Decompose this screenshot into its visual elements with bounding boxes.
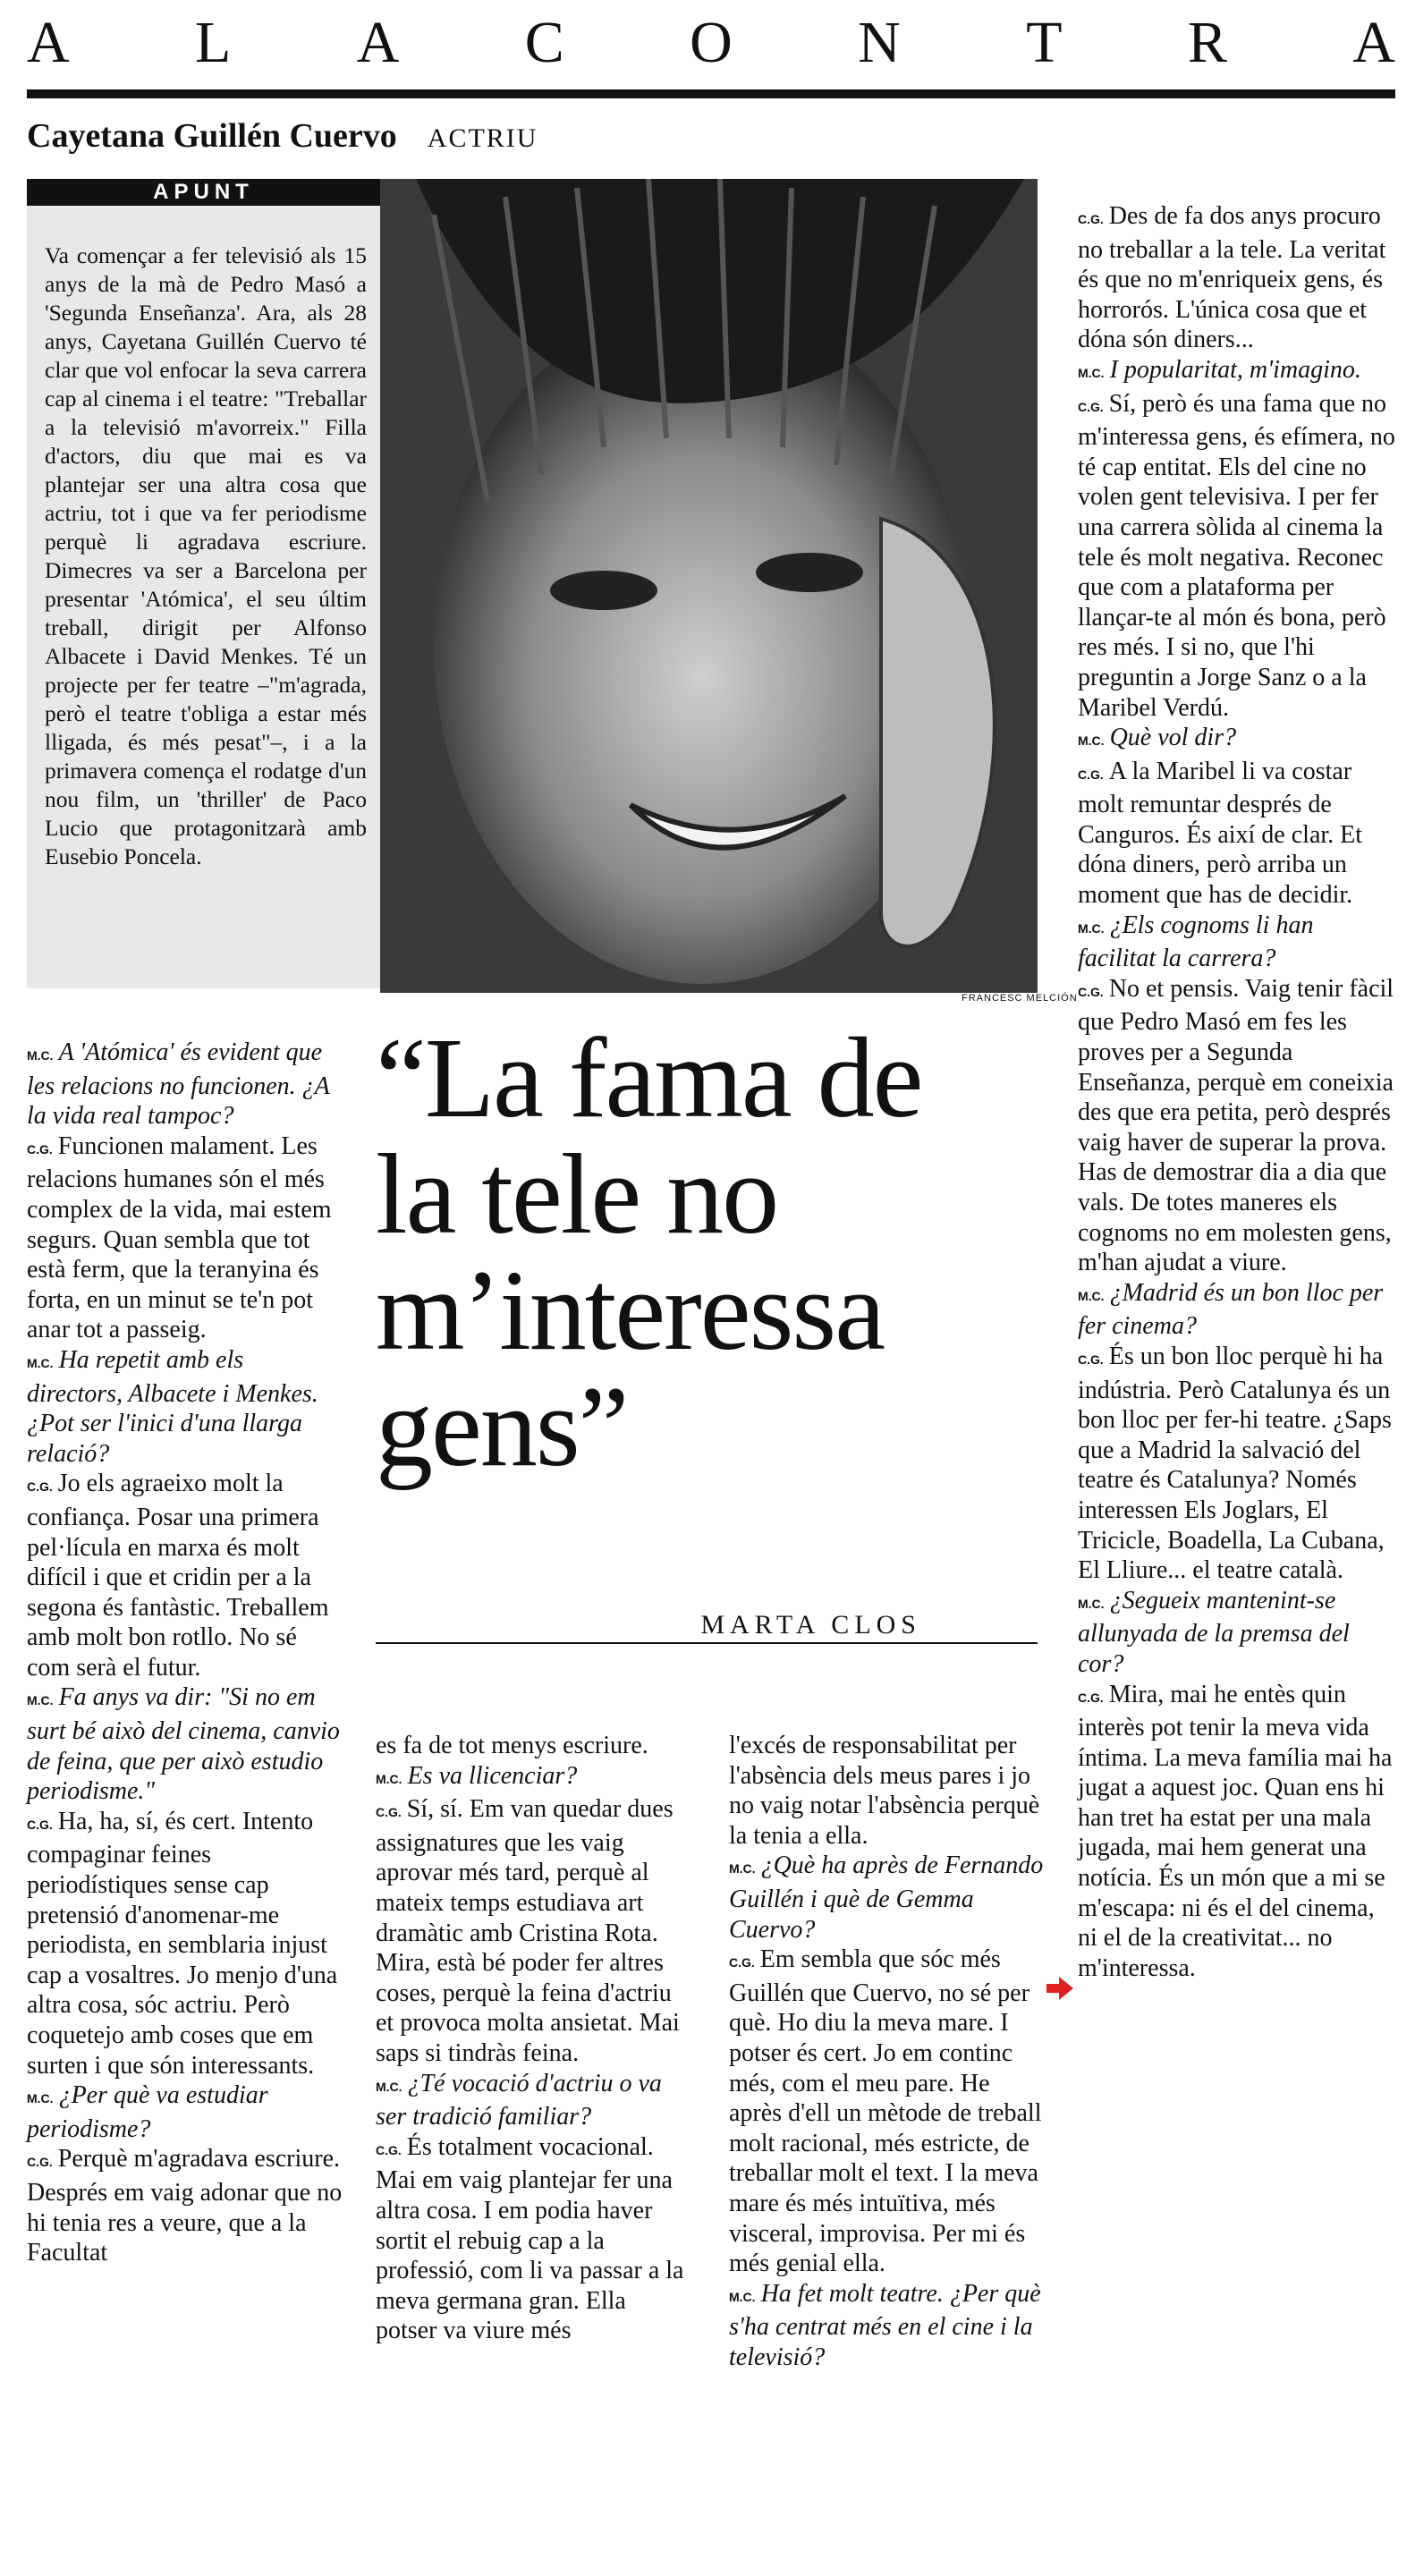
interview-question [729, 2279, 1046, 2373]
interview-answer [729, 1731, 1046, 1851]
speaker-tag: C.G. [729, 1955, 755, 1970]
section-letter: A [356, 10, 400, 75]
paragraph-text: l'excés de responsabilitat per l'absència dels meus pares i jo no vaig notar l'absència perquè la tenia a ella. [729, 1732, 1040, 1850]
paragraph-text: Ha, ha, sí, és cert. Intento compaginar feines periodístiques sense cap pretensió d'anomenar-me periodista, en semblaria injust cap a vosaltres. Jo menjo d'una altra cosa, sóc actriu. Però coquetejo amb coses que em surten i que són interessants. [27, 1807, 338, 2080]
interview-column-middle-1 [376, 1731, 693, 2346]
speaker-tag: C.G. [27, 1479, 53, 1495]
speaker-tag: C.G. [1078, 984, 1104, 999]
portrait-photo [380, 179, 1038, 993]
section-letter: L [195, 10, 232, 75]
speaker-tag: C.G. [1078, 767, 1104, 782]
section-header [0, 0, 1415, 98]
paragraph-text: ¿Madrid és un bon lloc per fer cinema? [1078, 1278, 1384, 1341]
paragraph-text: No et pensis. Vaig tenir fàcil que Pedro Masó em fes les proves per a Segunda Enseñanza, perquè em coneixia des que era petita, però després vaig haver de superar la prova. Has de demostrar dia a dia que vals. De totes maneres els cognoms no em molesten gens, m'han ajudat a viure. [1078, 974, 1394, 1277]
interview-question [1078, 1278, 1395, 1342]
interview-answer [376, 2132, 693, 2346]
section-letter: R [1187, 10, 1227, 75]
section-title [27, 7, 1395, 79]
headline [376, 1014, 1038, 1490]
speaker-tag: C.G. [1078, 399, 1104, 414]
headline-line: “La fama de [376, 1014, 922, 1141]
speaker-tag: M.C. [27, 1355, 54, 1370]
interview-answer [376, 1794, 693, 2068]
interview-column-right [1078, 201, 1395, 1983]
red-arrow-icon [1046, 1977, 1073, 2000]
headline-line: gens” [376, 1363, 628, 1490]
paragraph-text: Em sembla que sóc més Guillén que Cuervo, no sé per què. Ho diu la meva mare. I potser és cert. Jo em continc més, com el meu pare. He après d'ell un mètode de treball molt racional, més estricte, de treballar molt el text. I la meva mare és més intuïtiva, més visceral, improvisa. Per mi és més genial ella. [729, 1945, 1042, 2278]
interview-question [27, 1038, 344, 1131]
speaker-tag: M.C. [729, 2289, 756, 2304]
interview-answer [1078, 389, 1395, 724]
interview-column-left [27, 1038, 344, 2268]
interview-answer [27, 2144, 344, 2267]
apunt-label: APUNT [27, 179, 380, 206]
speaker-tag: C.G. [27, 1817, 53, 1832]
paragraph-text: A la Maribel li va costar molt remuntar després de Canguros. És així de clar. Et dóna diners, però arriba un moment que has de decidir. [1078, 757, 1363, 910]
section-letter: T [1026, 10, 1063, 75]
paragraph-text: Perquè m'agradava escriure. Després em vaig adonar que no hi tenia res a veure, que a la Facultat [27, 2145, 343, 2267]
paragraph-text: Què vol dir? [1109, 724, 1237, 752]
apunt-text: Va començar a fer televisió als 15 anys de la mà de Pedro Masó a 'Segunda Enseñanza'. Ara, als 28 anys, Cayetana Guillén Cuervo té clar que vol enfocar la seva carrera cap al cinema i el teatre: "Treballar a la televisió m'avorreix." Filla d'actors, diu que mai es va plantejar ser una altra cosa que actriu, tot i que va fer periodisme perquè li agradava escriure. Dimecres va ser a Barcelona per presentar 'Atómica', el seu últim treball, dirigit per Alfonso Albacete i David Menkes. Té un projecte per fer teatre –"m'agrada, però el teatre t'obliga a estar més lligada, és més pesat"–, i a la primavera comença el rodatge d'un nou film, un 'thriller' de Paco Lucio que protagonitzarà amb Eusebio Poncela. [45, 242, 367, 869]
interview-answer [376, 1731, 693, 1761]
interview-answer [1078, 974, 1395, 1278]
byline [27, 116, 1395, 170]
section-letter: A [1352, 10, 1395, 75]
paragraph-text: Des de fa dos anys procuro no treballar a la tele. La veritat és que no m'enriqueix gens, és horrorós. L'única cosa que et dóna són diners... [1078, 202, 1386, 354]
paragraph-text: es fa de tot menys escriure. [376, 1732, 648, 1759]
interview-question [27, 1682, 344, 1806]
speaker-tag: M.C. [27, 1048, 54, 1063]
interview-question [1078, 911, 1395, 974]
interview-answer [27, 1131, 344, 1345]
speaker-tag: M.C. [27, 2091, 54, 2106]
interview-column-middle-2 [729, 1731, 1046, 2372]
interview-answer [1078, 201, 1395, 355]
photo-credit: FRANCESC MELCIÓN [962, 993, 1078, 1004]
interview-question [1078, 1586, 1395, 1680]
paragraph-text: Fa anys va dir: "Si no em surt bé això del cinema, canvio de feina, que per això estudio periodisme." [27, 1683, 340, 1806]
paragraph-text: Sí, però és una fama que no m'interessa gens, és efímera, no té cap entitat. Els del cine no volen gent televisiva. I per fer una carrera sòlida al cinema la tele és molt negativa. Reconec que com a plataforma per llançar-te al món és bona, però res més. I si no, que l'hi preguntin a Jorge Sanz o a la Maribel Verdú. [1078, 389, 1395, 722]
interview-question [27, 2080, 344, 2144]
speaker-tag: M.C. [1078, 1596, 1105, 1611]
speaker-tag: C.G. [1078, 1352, 1104, 1367]
speaker-tag: M.C. [729, 1861, 756, 1877]
interview-answer [1078, 1680, 1395, 1984]
speaker-tag: C.G. [376, 1805, 402, 1820]
interview-answer [27, 1469, 344, 1682]
speaker-tag: M.C. [1078, 365, 1105, 380]
paragraph-text: ¿Els cognoms li han facilitat la carrera? [1078, 911, 1314, 973]
author-byline [376, 1610, 1038, 1646]
interview-question [27, 1345, 344, 1469]
paragraph-text: Sí, sí. Em van quedar dues assignatures que les vaig aprovar més tard, perquè al mateix temps estudiava art dramàtic amb Cristina Rota. Mira, està bé poder fer altres coses, perquè la feina d'actriu et provoca molta ansietat. Mai saps si tindràs feina. [376, 1795, 680, 2067]
paragraph-text: Jo els agraeixo molt la confiança. Posar una primera pel·lícula en marxa és molt difícil i que et cridin per a la segona és fantàstic. Treballem amb molt bon rotllo. No sé com serà el futur. [27, 1470, 329, 1682]
header-rule [27, 89, 1395, 98]
interview-question [1078, 723, 1395, 757]
speaker-tag: M.C. [1078, 733, 1105, 749]
paragraph-text: És un bon lloc perquè hi ha indústria. Però Catalunya és un bon lloc per fer-hi teatre. ¿Saps que a Madrid la salvació del teatre és Catalunya? Només interessen Els Joglars, El Tricicle, Boadella, La Cubana, El Lliure... el teatre català. [1078, 1342, 1392, 1585]
speaker-tag: M.C. [27, 1693, 54, 1708]
speaker-tag: M.C. [1078, 920, 1105, 936]
headline-line: m’interessa [376, 1247, 884, 1374]
section-letter: O [690, 10, 733, 75]
speaker-tag: C.G. [1078, 1690, 1104, 1705]
paragraph-text: Funcionen malament. Les relacions humanes són el més complex de la vida, mai estem segurs. Quan sembla que tot està ferm, que la teranyina és forta, en un minut se te'n pot anar tot a passeig. [27, 1131, 332, 1344]
interview-answer [1078, 757, 1395, 911]
paragraph-text: A 'Atómica' és evident que les relacions no funcionen. ¿A la vida real tampoc? [27, 1038, 330, 1131]
apunt-sidebar [27, 179, 380, 988]
interview-question [729, 1851, 1046, 1945]
author-rule [376, 1642, 1038, 1644]
section-letter: C [524, 10, 564, 75]
headline-line: la tele no [376, 1131, 778, 1258]
paragraph-text: Ha fet molt teatre. ¿Per què s'ha centrat més en el cine i la televisió? [729, 2279, 1041, 2371]
paragraph-text: És totalment vocacional. Mai em vaig plantejar fer una altra cosa. I em podia haver sortit el rebuig cap a la professió, com li va passar a la meva germana gran. Ella potser va viure més [376, 2132, 684, 2345]
paragraph-text: Ha repetit amb els directors, Albacete i Menkes. ¿Pot ser l'inici d'una llarga relació? [27, 1345, 318, 1468]
person-role: ACTRIU [427, 123, 538, 153]
paragraph-text: Es va llicenciar? [407, 1761, 578, 1790]
speaker-tag: C.G. [376, 2142, 402, 2157]
paragraph-text: Mira, mai he entès quin interès pot tenir la meva vida íntima. La meva família mai ha jugat a aquest joc. Quan ens hi han tret ha estat per una mala jugada, mai hem generat una notícia. És un món que a mi se m'escapa: ni és el del cinema, ni el de la creativitat... no m'interessa. [1078, 1680, 1393, 1982]
speaker-tag: C.G. [1078, 212, 1104, 226]
interview-answer [729, 1945, 1046, 2279]
interview-question [376, 2069, 693, 2132]
speaker-tag: M.C. [376, 1771, 402, 1786]
interview-answer [27, 1807, 344, 2080]
paragraph-text: ¿Segueix mantenint-se allunyada de la premsa del cor? [1078, 1586, 1350, 1678]
speaker-tag: M.C. [1078, 1288, 1105, 1303]
section-letter: N [858, 10, 901, 75]
person-name: Cayetana Guillén Cuervo [27, 117, 397, 155]
interview-answer [1078, 1342, 1395, 1586]
paragraph-text: I popularitat, m'imagino. [1109, 355, 1361, 384]
speaker-tag: C.G. [27, 1141, 53, 1157]
author-name: MARTA CLOS [700, 1610, 921, 1640]
portrait-illustration [380, 179, 1038, 993]
paragraph-text: ¿Per què va estudiar periodisme? [27, 2081, 268, 2143]
interview-question [1078, 355, 1395, 389]
paragraph-text: ¿Què ha après de Fernando Guillén i què de Gemma Cuervo? [729, 1852, 1044, 1944]
paragraph-text: ¿Té vocació d'actriu o va ser tradició familiar? [376, 2069, 662, 2131]
interview-question [376, 1761, 693, 1795]
section-letter: A [27, 10, 70, 75]
speaker-tag: C.G. [27, 2155, 53, 2170]
speaker-tag: M.C. [376, 2079, 402, 2094]
